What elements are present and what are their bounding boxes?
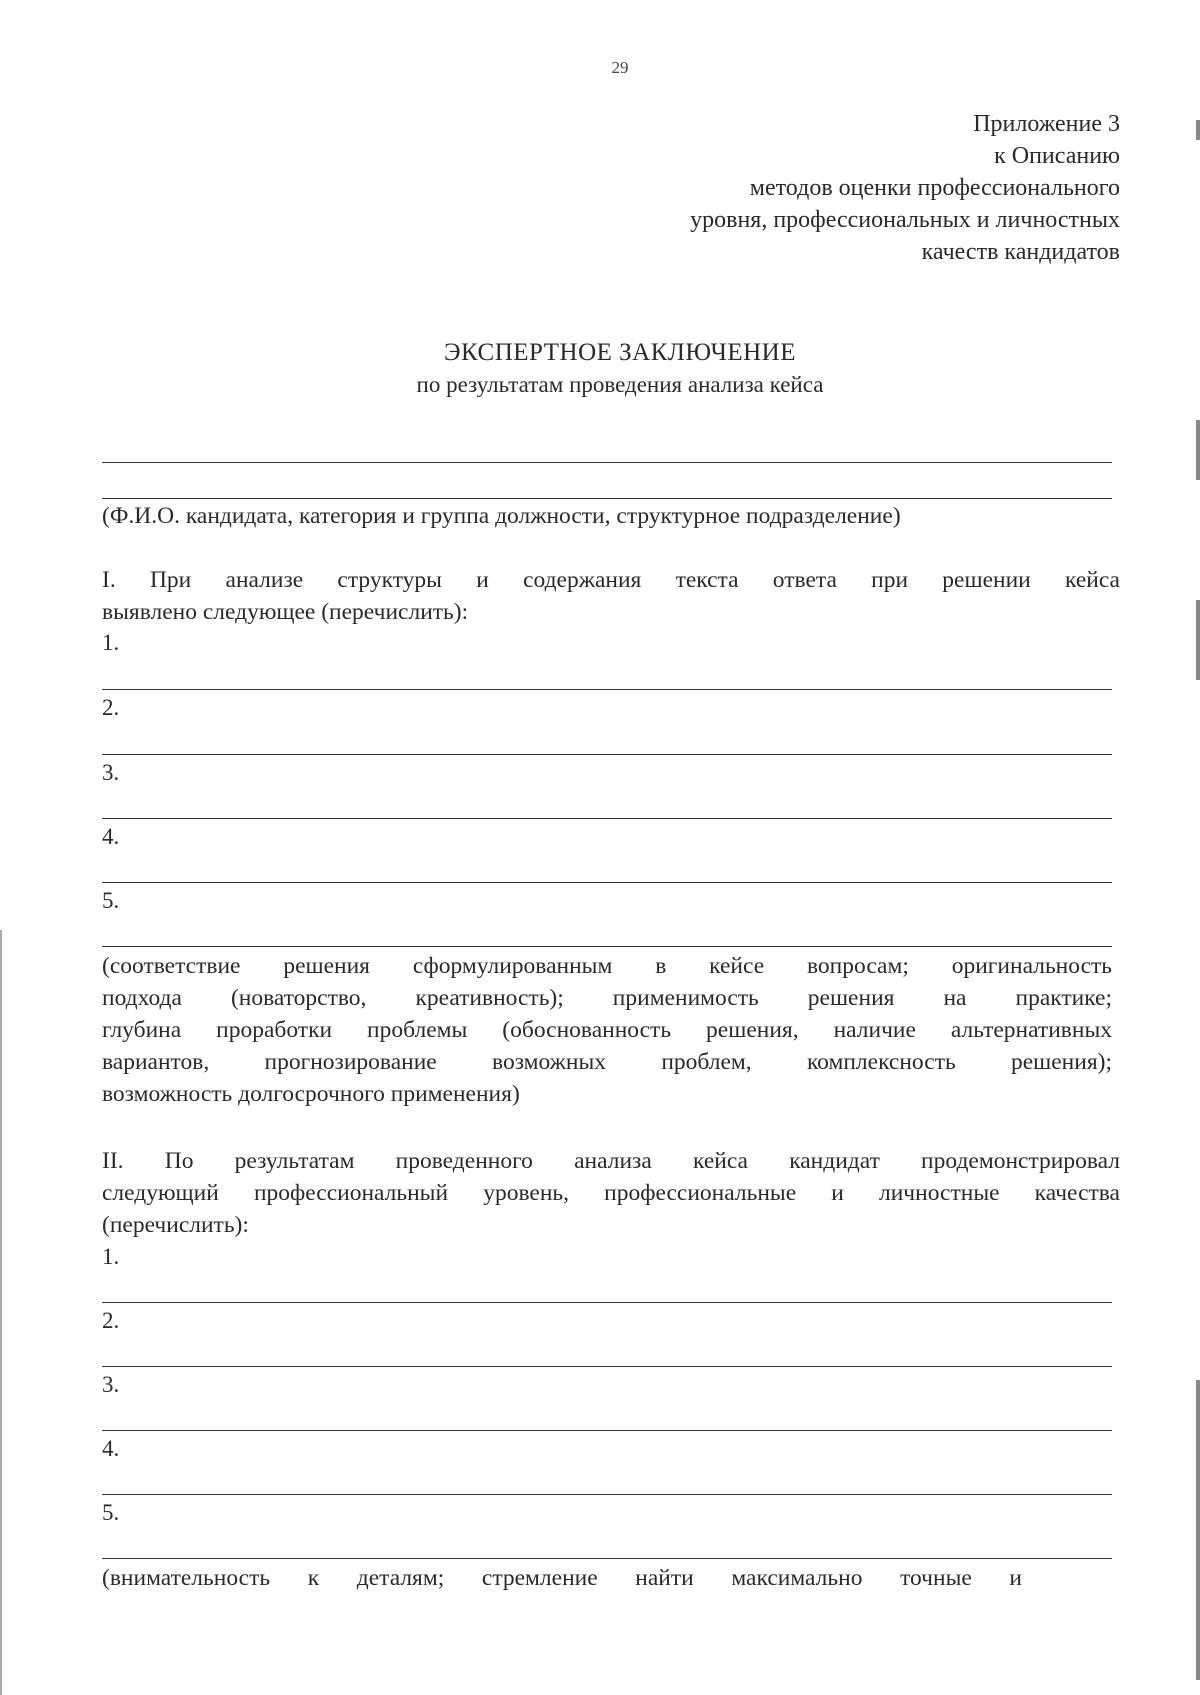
scan-artifact xyxy=(1196,420,1200,480)
section1-item-number: 5. xyxy=(102,888,120,913)
appendix-line: к Описанию xyxy=(994,143,1120,169)
appendix-line: Приложение 3 xyxy=(973,111,1120,137)
fill-line-candidate-2[interactable] xyxy=(102,498,1112,499)
section2-heading-line2: следующий профессиональный уровень, профессиональные и личностные качества xyxy=(102,1180,1120,1206)
section2-item-number: 3. xyxy=(102,1372,120,1397)
section2-item-number: 4. xyxy=(102,1436,120,1461)
document-title: ЭКСПЕРТНОЕ ЗАКЛЮЧЕНИЕ xyxy=(443,339,797,366)
section2-fill-line-3[interactable] xyxy=(102,1430,1112,1431)
scan-artifact xyxy=(0,930,2,1695)
section1-item-number: 2. xyxy=(102,695,120,720)
section2-fill-line-1[interactable] xyxy=(102,1302,1112,1303)
appendix-reference xyxy=(520,108,1120,268)
section2-fill-line-5[interactable] xyxy=(102,1558,1112,1559)
section2-heading-line3: (перечислить): xyxy=(102,1212,249,1238)
section2-heading-line1: II. По результатам проведенного анализа кейса кандидат продемонстрировал xyxy=(102,1148,1120,1174)
section2-item-number: 5. xyxy=(102,1500,120,1525)
section1-item-number: 3. xyxy=(102,760,120,785)
page-number: 29 xyxy=(611,58,629,77)
section1-fill-line-4[interactable] xyxy=(102,882,1112,883)
section2-item-number: 1. xyxy=(102,1244,120,1269)
scan-artifact xyxy=(1196,1380,1200,1680)
section1-fill-line-5[interactable] xyxy=(102,946,1112,947)
appendix-line: уровня, профессиональных и личностных xyxy=(690,207,1120,233)
title-block xyxy=(0,336,1200,400)
section2-fill-line-2[interactable] xyxy=(102,1366,1112,1367)
section1-fill-line-3[interactable] xyxy=(102,818,1112,819)
appendix-line: методов оценки профессионального xyxy=(749,175,1120,201)
section2-criteria-note: (внимательность к деталям; стремление найти максимально точные и xyxy=(102,1565,1022,1591)
section1-item-number: 4. xyxy=(102,824,120,849)
note-line: вариантов, прогнозирование возможных проблем, комплексность решения); xyxy=(102,1049,1112,1075)
section1-heading-line1: I. При анализе структуры и содержания текста ответа при решении кейса xyxy=(102,567,1120,593)
section1-fill-line-1[interactable] xyxy=(102,689,1112,690)
note-line: возможность долгосрочного применения) xyxy=(102,1081,520,1107)
section1-fill-line-2[interactable] xyxy=(102,754,1112,755)
document-subtitle: по результатам проведения анализа кейса xyxy=(416,372,824,397)
scan-artifact xyxy=(1196,600,1200,680)
note-line: глубина проработки проблемы (обоснованность решения, наличие альтернативных xyxy=(102,1017,1112,1043)
section2-item-number: 2. xyxy=(102,1308,120,1333)
fill-line-candidate-1[interactable] xyxy=(102,462,1112,463)
note-line: подхода (новаторство, креативность); применимость решения на практике; xyxy=(102,985,1112,1011)
section2-fill-line-4[interactable] xyxy=(102,1494,1112,1495)
note-line: (соответствие решения сформулированным в кейсе вопросам; оригинальность xyxy=(102,953,1112,979)
section1-item-number: 1. xyxy=(102,630,120,655)
scan-artifact xyxy=(1196,120,1200,140)
appendix-line: качеств кандидатов xyxy=(921,239,1120,265)
section1-criteria-note xyxy=(102,950,1112,1110)
candidate-caption: (Ф.И.О. кандидата, категория и группа должности, структурное подразделение) xyxy=(102,503,901,529)
section1-heading-line2: выявлено следующее (перечислить): xyxy=(102,599,469,625)
